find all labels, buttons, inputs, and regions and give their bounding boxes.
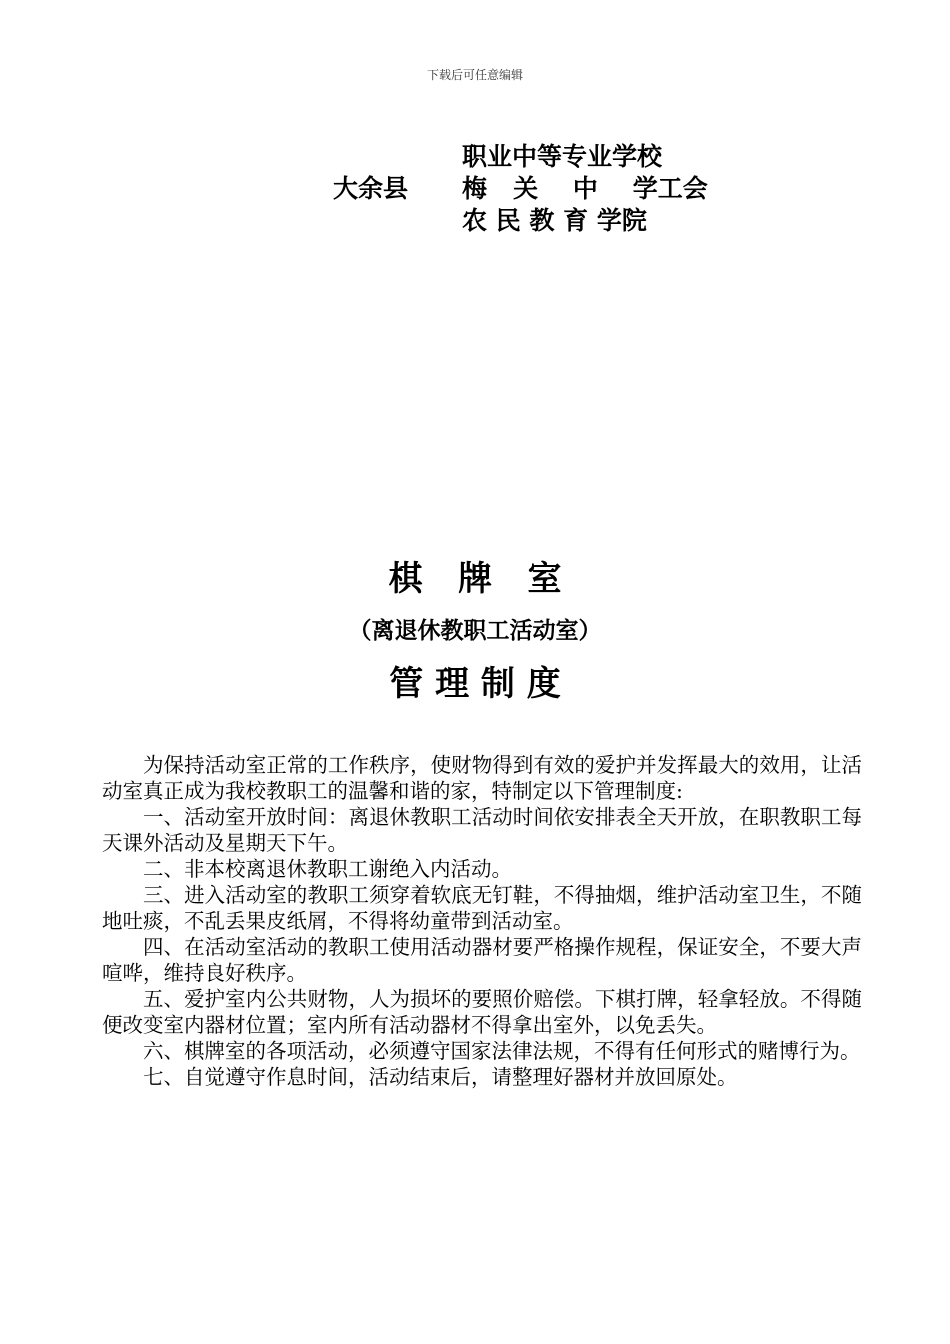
paragraph-rule-2: 二、非本校离退休教职工谢绝入内活动。 <box>143 857 512 881</box>
org-line-farmer-college: 农 民 教 育 学院 <box>462 206 647 235</box>
document-subtitle: （离退休教职工活动室） <box>348 618 602 644</box>
header-note: 下载后可任意编辑 <box>426 68 523 82</box>
document-body <box>102 752 862 1090</box>
org-line-vocational-school: 职业中等专业学校 <box>462 142 663 171</box>
paragraph-rule-6: 六、棋牌室的各项活动，必须遵守国家法律法规，不得有任何形式的赌博行为。 <box>143 1039 861 1063</box>
paragraph-rule-1: 一、活动室开放时间：离退休教职工活动时间依安排表全天开放，在职教职工每天课外活动及星期天下午。 <box>102 805 862 855</box>
document-rules-heading: 管 理 制 度 <box>389 664 561 704</box>
document-title: 棋 牌 室 <box>388 559 562 599</box>
paragraph-rule-7: 七、自觉遵守作息时间，活动结束后，请整理好器材并放回原处。 <box>143 1065 738 1089</box>
paragraph-intro: 为保持活动室正常的工作秩序，使财物得到有效的爱护并发挥最大的效用，让活动室真正成为我校教职工的温馨和谐的家，特制定以下管理制度: <box>102 753 862 803</box>
paragraph-rule-3: 三、进入活动室的教职工须穿着软底无钉鞋，不得抽烟，维护活动室卫生，不随地吐痰，不乱丢果皮纸屑，不得将幼童带到活动室。 <box>102 883 862 933</box>
org-line-meiguan-union: 梅 关 中 学工会 <box>462 174 708 203</box>
paragraph-rule-5: 五、爱护室内公共财物，人为损坏的要照价赔偿。下棋打牌，轻拿轻放。不得随便改变室内器材位置；室内所有活动器材不得拿出室外，以免丢失。 <box>102 987 862 1037</box>
paragraph-rule-4: 四、在活动室活动的教职工使用活动器材要严格操作规程，保证安全，不要大声喧哗，维持良好秩序。 <box>102 935 862 985</box>
county-name: 大余县 <box>333 174 409 203</box>
